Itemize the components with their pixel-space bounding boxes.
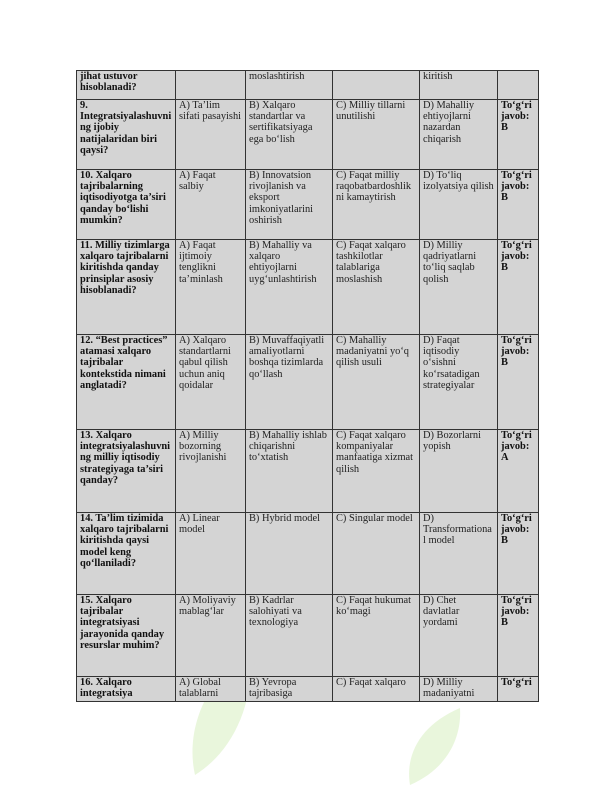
question-cell: 15. Xalqaro tajribalar integratsiyasi jarayonida qanday resurslar muhim? <box>77 595 176 677</box>
table-row <box>77 595 539 677</box>
option-b-cell: B) Hybrid model <box>246 513 333 595</box>
table-row <box>77 71 539 100</box>
question-cell: 16. Xalqaro integratsiya <box>77 677 176 702</box>
option-c-cell: C) Faqat xalqaro <box>333 677 420 702</box>
option-d-cell: kiritish <box>420 71 498 100</box>
option-d-cell: D) Faqat iqtisodiy o‘sishni ko‘rsatadigan strategiyalar <box>420 335 498 430</box>
option-a-cell: A) Moliyaviy mablag‘lar <box>176 595 246 677</box>
option-b-cell: B) Mahalliy va xalqaro ehtiyojlarni uyg‘unlashtirish <box>246 240 333 335</box>
table-row <box>77 513 539 595</box>
quiz-table <box>76 70 539 702</box>
option-b-cell: B) Yevropa tajribasiga <box>246 677 333 702</box>
option-a-cell: A) Linear model <box>176 513 246 595</box>
option-a-cell: A) Faqat ijtimoiy tenglikni ta’minlash <box>176 240 246 335</box>
watermark-leaf-bottom-right <box>400 700 470 790</box>
answer-cell: To‘g‘ri javob: B <box>498 335 539 430</box>
option-c-cell: C) Mahalliy madaniyatni yo‘q qilish usuli <box>333 335 420 430</box>
option-b-cell: B) Xalqaro standartlar va sertifikatsiyaga ega bo‘lish <box>246 100 333 170</box>
question-cell: 11. Milliy tizimlarga xalqaro tajribalarni kiritishda qanday prinsiplar asosiy hisoblanadi? <box>77 240 176 335</box>
option-b-cell: B) Kadrlar salohiyati va texnologiya <box>246 595 333 677</box>
option-a-cell <box>176 71 246 100</box>
option-a-cell: A) Faqat salbiy <box>176 170 246 240</box>
option-d-cell: D) Chet davlatlar yordami <box>420 595 498 677</box>
option-c-cell <box>333 71 420 100</box>
question-cell: jihat ustuvor hisoblanadi? <box>77 71 176 100</box>
table-row <box>77 240 539 335</box>
option-a-cell: A) Global talablarni <box>176 677 246 702</box>
question-cell: 10. Xalqaro tajribalarning iqtisodiyotga ta’siri qanday bo‘lishi mumkin? <box>77 170 176 240</box>
option-c-cell: C) Faqat hukumat ko‘magi <box>333 595 420 677</box>
option-b-cell: B) Mahalliy ishlab chiqarishni to‘xtatish <box>246 430 333 513</box>
question-cell: 9. Integratsiyalashuvning ijobiy natijalaridan biri qaysi? <box>77 100 176 170</box>
option-c-cell: C) Singular model <box>333 513 420 595</box>
answer-cell: To‘g‘ri javob: B <box>498 240 539 335</box>
option-a-cell: A) Ta’lim sifati pasayishi <box>176 100 246 170</box>
option-d-cell: D) Milliy qadriyatlarni to‘liq saqlab qolish <box>420 240 498 335</box>
table-row <box>77 335 539 430</box>
table-row <box>77 430 539 513</box>
option-b-cell: B) Innovatsion rivojlanish va eksport imkoniyatlarini oshirish <box>246 170 333 240</box>
answer-cell: To‘g‘ri javob: B <box>498 170 539 240</box>
option-b-cell: B) Muvaffaqiyatli amaliyotlarni boshqa tizimlarda qo‘llash <box>246 335 333 430</box>
question-cell: 14. Ta’lim tizimida xalqaro tajribalarni kiritishda qaysi model keng qo‘llaniladi? <box>77 513 176 595</box>
answer-cell <box>498 71 539 100</box>
question-cell: 12. “Best practices” atamasi xalqaro tajribalar kontekstida nimani anglatadi? <box>77 335 176 430</box>
option-c-cell: C) Milliy tillarni unutilishi <box>333 100 420 170</box>
option-c-cell: C) Faqat milliy raqobatbardoshlikni kamaytirish <box>333 170 420 240</box>
option-a-cell: A) Xalqaro standartlarni qabul qilish uchun aniq qoidalar <box>176 335 246 430</box>
answer-cell: To‘g‘ri javob: B <box>498 595 539 677</box>
option-d-cell: D) Bozorlarni yopish <box>420 430 498 513</box>
question-cell: 13. Xalqaro integratsiyalashuvning milliy iqtisodiy strategiyaga ta’siri qanday? <box>77 430 176 513</box>
option-d-cell: D) Mahalliy ehtiyojlarni nazardan chiqarish <box>420 100 498 170</box>
answer-cell: To‘g‘ri javob: B <box>498 513 539 595</box>
answer-cell: To‘g‘ri <box>498 677 539 702</box>
table-row <box>77 170 539 240</box>
option-d-cell: D) To‘liq izolyatsiya qilish <box>420 170 498 240</box>
option-c-cell: C) Faqat xalqaro kompaniyalar manfaatiga xizmat qilish <box>333 430 420 513</box>
option-d-cell: D) Transformational model <box>420 513 498 595</box>
option-b-cell: moslashtirish <box>246 71 333 100</box>
answer-cell: To‘g‘ri javob: B <box>498 100 539 170</box>
option-a-cell: A) Milliy bozorning rivojlanishi <box>176 430 246 513</box>
table-row <box>77 100 539 170</box>
option-c-cell: C) Faqat xalqaro tashkilotlar talablariga moslashish <box>333 240 420 335</box>
option-d-cell: D) Milliy madaniyatni <box>420 677 498 702</box>
answer-cell: To‘g‘ri javob: A <box>498 430 539 513</box>
table-row <box>77 677 539 702</box>
